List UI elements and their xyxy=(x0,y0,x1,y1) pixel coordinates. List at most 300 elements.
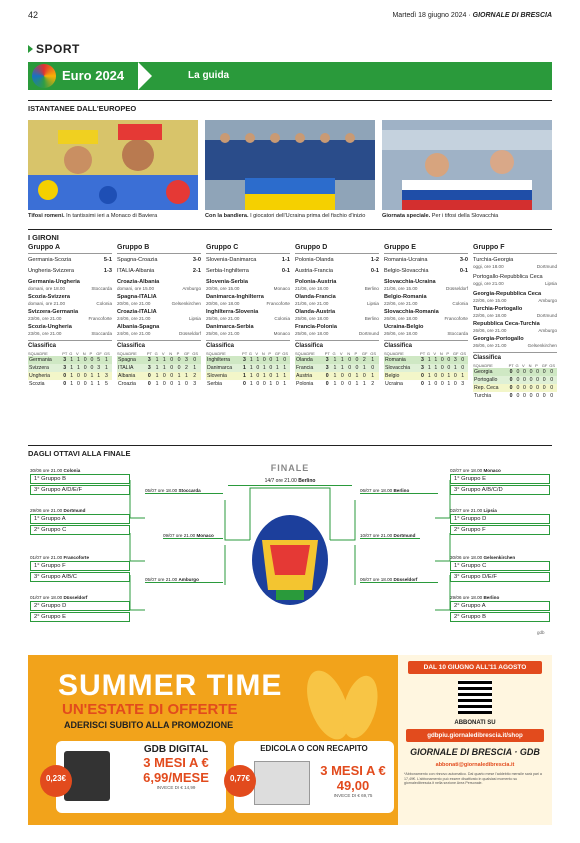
table-header: N xyxy=(261,351,265,356)
finale-label: FINALE xyxy=(270,463,310,473)
table-cell: 0 xyxy=(347,380,354,388)
table-cell: Georgia xyxy=(473,368,509,376)
ad-subscribe-panel xyxy=(398,655,552,825)
table-cell: 0 xyxy=(515,368,522,376)
table-cell: 1 xyxy=(370,356,379,364)
table-cell: 1 xyxy=(282,372,290,380)
team-slot: 3° Gruppo D/E/F xyxy=(450,572,550,582)
table-cell: 0 xyxy=(446,356,453,364)
groups-heading: I GIRONI xyxy=(28,229,552,242)
r16-match xyxy=(30,595,130,623)
digital-circle: 0,23€ xyxy=(40,765,72,797)
table-header: P xyxy=(446,351,450,356)
fixture-date: 22/06, ore 15.00 xyxy=(473,298,507,303)
fixture-date: 25/06, ore 18.00 xyxy=(295,316,329,321)
table-cell: Scozia xyxy=(28,380,62,388)
table-cell: 3 xyxy=(453,356,460,364)
table-cell: 1 xyxy=(249,356,256,364)
fixture-date: 26/06, ore 21.00 xyxy=(473,343,507,348)
table-cell: 1 xyxy=(90,380,97,388)
table-cell: Serbia xyxy=(206,380,242,388)
table-cell: 1 xyxy=(69,380,76,388)
r16-match xyxy=(30,468,130,496)
fixture-match: Olanda-Austria xyxy=(295,309,336,315)
table-cell: 1 xyxy=(76,356,83,364)
match-date: 01/07 ore 21.00 xyxy=(30,555,63,560)
sf-city: Dortmund xyxy=(393,533,416,538)
fixture-match: Svizzera-Germania xyxy=(28,309,79,315)
table-header: GS xyxy=(192,351,199,356)
sf-slot xyxy=(163,533,223,539)
table-cell: Spagna xyxy=(117,356,147,364)
table-cell: 1 xyxy=(355,380,362,388)
table-cell: ITALIA xyxy=(117,364,147,372)
match-city: Dortmund xyxy=(63,508,86,513)
qf-slot xyxy=(360,577,438,583)
table-cell: 1 xyxy=(104,364,112,372)
match-when xyxy=(450,595,550,600)
table-cell: 1 xyxy=(275,372,282,380)
table-header: N xyxy=(528,363,532,368)
table-cell: 0 xyxy=(169,372,176,380)
table-cell: 2 xyxy=(362,356,370,364)
table-cell: 0 xyxy=(340,372,347,380)
digital-price: 3 MESI A € 6,99/MESE xyxy=(143,755,209,785)
table-cell: 1 xyxy=(433,364,440,372)
table-cell: 0 xyxy=(440,356,447,364)
team-slot: 1° Gruppo F xyxy=(30,561,130,571)
table-cell: 2 xyxy=(370,380,379,388)
table-cell: 3 xyxy=(147,364,155,372)
fixture-date: 26/06, ore 18.00 xyxy=(384,316,418,321)
fixture-date: 22/06, ore 21.00 xyxy=(384,301,418,306)
qf-city: Stoccarda xyxy=(178,488,201,493)
qf-slot xyxy=(360,488,438,494)
table-cell: 0 xyxy=(433,372,440,380)
fixture-match: Belgio-Romania xyxy=(384,294,427,300)
table-cell: 3 xyxy=(420,356,427,364)
fixture-city: Amburgo xyxy=(538,328,557,333)
result-score: 0-1 xyxy=(370,268,379,274)
fixture-match: Albania-Spagna xyxy=(117,324,160,330)
result-score: 1-2 xyxy=(370,257,379,263)
table-header: N xyxy=(82,351,86,356)
result-match: Ungheria-Svizzera xyxy=(28,268,75,274)
table-cell: 0 xyxy=(242,380,249,388)
table-cell: 0 xyxy=(83,380,90,388)
fixture-date: 20/06, ore 21.00 xyxy=(117,301,151,306)
table-cell: 0 xyxy=(347,372,354,380)
table-cell: Olanda xyxy=(295,356,325,364)
group-title: Gruppo A xyxy=(28,244,112,254)
table-cell: 0 xyxy=(347,356,354,364)
table-cell: 3 xyxy=(104,372,112,380)
fixture-city: Gelsenkirchen xyxy=(171,301,201,306)
fixture-date: 25/06, ore 21.00 xyxy=(206,331,240,336)
table-cell: 3 xyxy=(192,380,201,388)
table-cell: 3 xyxy=(325,364,333,372)
table-cell: 0 xyxy=(76,380,83,388)
fixture-date: 22/06, ore 18.00 xyxy=(473,313,507,318)
fixture-city: Dortmund xyxy=(536,313,557,318)
table-cell: 0 xyxy=(529,368,536,376)
fixture-match: Slovenia-Serbia xyxy=(206,279,248,285)
r16-match xyxy=(450,468,550,496)
table-cell: 0 xyxy=(169,364,176,372)
table-header: GF xyxy=(274,351,281,356)
table-header: V xyxy=(76,351,79,356)
classifica-label: Classifica xyxy=(206,340,290,349)
fixture-match: Scozia-Ungheria xyxy=(28,324,72,330)
caption-text: In tantissimi ieri a Monaco di Baviera xyxy=(64,213,158,219)
result-score: 3-0 xyxy=(192,257,201,263)
group-title: Gruppo B xyxy=(117,244,201,254)
table-header: V xyxy=(255,351,259,356)
table-cell: 1 xyxy=(362,364,370,372)
match-date: 02/07 ore 18.00 xyxy=(450,468,483,473)
team-slot: 1° Gruppo B xyxy=(30,474,130,484)
fixture-city: Berlino xyxy=(364,286,379,291)
table-cell: 1 xyxy=(446,372,453,380)
table-cell: 1 xyxy=(242,364,249,372)
table-cell: Polonia xyxy=(295,380,325,388)
fixture-city: Berlino xyxy=(364,316,379,321)
newspaper-name: GIORNALE DI BRESCIA xyxy=(472,12,552,19)
abbonati-label: ABBONATI SU xyxy=(454,720,496,726)
table-cell: Slovenia xyxy=(206,372,242,380)
match-when xyxy=(30,595,130,600)
team-slot: 1° Gruppo A xyxy=(30,514,130,524)
table-header: P xyxy=(354,351,358,356)
digital-card[interactable] xyxy=(56,741,226,813)
table-header: G xyxy=(154,351,158,356)
sf-date: 10/07 ore 21.00 xyxy=(360,533,393,538)
table-header: V xyxy=(161,351,165,356)
table-cell: 1 xyxy=(268,380,275,388)
result-match: Belgio-Slovacchia xyxy=(384,268,429,274)
fixture-city: Stoccarda xyxy=(447,331,468,336)
table-cell: 1 xyxy=(155,356,162,364)
caption-text: I giocatori dell'Ucraina prima del fischio d'inizio xyxy=(248,213,366,219)
team-slot: 2° Gruppo C xyxy=(30,525,130,535)
fixture-date: 20/06, ore 18.00 xyxy=(206,301,240,306)
table-cell: 0 xyxy=(169,380,176,388)
group-title: Gruppo E xyxy=(384,244,468,254)
fixture-match: Slovacchia-Romania xyxy=(384,309,439,315)
team-slot: 2° Gruppo B xyxy=(450,612,550,622)
fixture-date: 24/06, ore 21.00 xyxy=(117,316,151,321)
table-cell: 0 xyxy=(255,380,262,388)
photos-heading: ISTANTANEE DALL'EUROPEO xyxy=(28,100,552,113)
table-cell: 0 xyxy=(325,372,333,380)
table-cell: 0 xyxy=(255,364,262,372)
table-cell: 1 xyxy=(249,364,256,372)
table-cell: 0 xyxy=(509,368,516,376)
qf-city: Amburgo xyxy=(178,577,199,582)
table-cell: 0 xyxy=(529,384,536,392)
table-cell: Svizzera xyxy=(28,364,62,372)
result-score: 5-1 xyxy=(103,257,112,263)
table-cell: 1 xyxy=(427,356,434,364)
fixture-match: Repubblica Ceca-Turchia xyxy=(473,321,540,327)
table-cell: 0 xyxy=(460,356,468,364)
team-slot: 1° Gruppo E xyxy=(450,474,550,484)
table-cell: 0 xyxy=(522,376,529,384)
fixture-city: Lipsia xyxy=(366,301,379,306)
result-match: Romania-Ucraina xyxy=(384,257,428,263)
match-when xyxy=(30,555,130,560)
match-when xyxy=(450,555,550,560)
table-cell: 1 xyxy=(275,356,282,364)
result-match: Austria-Francia xyxy=(295,268,333,274)
table-cell: 1 xyxy=(262,372,269,380)
fixture-date: 21/06, ore 18.00 xyxy=(295,286,329,291)
table-cell: 0 xyxy=(355,364,362,372)
qf-city: Berlino xyxy=(393,488,410,493)
classifica-label: Classifica xyxy=(473,352,557,361)
table-cell: 0 xyxy=(325,380,333,388)
table-cell: Rep. Ceca xyxy=(473,384,509,392)
fixture-city: Colonia xyxy=(452,301,468,306)
table-cell: 0 xyxy=(362,372,370,380)
graphic-credit: gdb xyxy=(537,630,545,635)
table-header: PT xyxy=(508,363,514,368)
edicola-circle: 0,77€ xyxy=(224,765,256,797)
table-cell: 1 xyxy=(162,356,169,364)
summer-ad[interactable] xyxy=(28,655,552,825)
sf-city: Monaco xyxy=(196,533,214,538)
table-cell: 1 xyxy=(155,372,162,380)
table-cell: 0 xyxy=(433,380,440,388)
table-header: P xyxy=(89,351,93,356)
table-cell: 1 xyxy=(362,380,370,388)
table-header: PT xyxy=(62,351,68,356)
fixture-city: Lipsia xyxy=(188,316,201,321)
ad-call: ADERISCI SUBITO ALLA PROMOZIONE xyxy=(64,720,234,730)
fixture-match: Croazia-Albania xyxy=(117,279,160,285)
fixture-match: Olanda-Francia xyxy=(295,294,336,300)
table-cell: 1 xyxy=(69,372,76,380)
table-cell: 0 xyxy=(255,372,262,380)
fixture-date: 23/06, ore 21.00 xyxy=(28,331,62,336)
table-header: G xyxy=(248,351,252,356)
table-cell: 3 xyxy=(242,356,249,364)
group-title: Gruppo C xyxy=(206,244,290,254)
table-cell: 0 xyxy=(453,380,460,388)
fixture-date: domani, ore 18.00 xyxy=(28,286,66,291)
match-city: Gelsenkirchen xyxy=(483,555,516,560)
table-cell: 0 xyxy=(147,372,155,380)
table-header: G xyxy=(332,351,336,356)
table-cell: 0 xyxy=(515,392,522,400)
result-match: Spagna-Croazia xyxy=(117,257,158,263)
team-slot: 2° Gruppo D xyxy=(30,601,130,611)
table-cell: 0 xyxy=(535,376,542,384)
r16-match xyxy=(450,555,550,583)
result-date: oggi, ore 18.00 xyxy=(473,264,504,269)
result-match: Portogallo-Repubblica Ceca xyxy=(473,274,543,280)
table-header: GS xyxy=(460,351,467,356)
brand-logo: GIORNALE DI BRESCIA · GDB xyxy=(410,747,540,757)
table-header: V xyxy=(339,351,343,356)
table-cell: 3 xyxy=(420,364,427,372)
table-cell: 0 xyxy=(268,364,275,372)
table-cell: 1 xyxy=(340,364,347,372)
table-header: SQUADRE xyxy=(28,351,48,356)
table-cell: Ungheria xyxy=(28,372,62,380)
match-city: Berlino xyxy=(483,595,500,600)
band-subtitle: La guida xyxy=(188,70,230,81)
table-header: V xyxy=(433,351,437,356)
qr-code-icon[interactable] xyxy=(458,680,492,714)
table-cell: 0 xyxy=(262,356,269,364)
table-cell: Romania xyxy=(384,356,420,364)
table-cell: Portogallo xyxy=(473,376,509,384)
edicola-label: EDICOLA O CON RECAPITO xyxy=(260,744,368,753)
result-match: ITALIA-Albania xyxy=(117,268,155,274)
r16-match xyxy=(450,595,550,623)
table-cell: 0 xyxy=(535,392,542,400)
table-cell: 0 xyxy=(162,372,169,380)
table-cell: 0 xyxy=(440,372,447,380)
table-cell: 1 xyxy=(460,372,468,380)
match-date: 29/06 ore 21.00 xyxy=(30,508,63,513)
fixture-match: Scozia-Svizzera xyxy=(28,294,70,300)
table-cell: 0 xyxy=(522,384,529,392)
classifica-label: Classifica xyxy=(384,340,468,349)
table-cell: 0 xyxy=(177,364,184,372)
table-cell: Francia xyxy=(295,364,325,372)
finale-date: 14/7 ore 21.00 xyxy=(264,478,297,484)
result-match: Slovenia-Danimarca xyxy=(206,257,257,263)
match-date: 01/07 ore 18.00 xyxy=(30,595,63,600)
section-label: SPORT xyxy=(28,42,80,56)
finale-city: Berlino xyxy=(298,478,316,484)
fixture-city: Düsseldorf xyxy=(446,286,468,291)
table-cell: 1 xyxy=(433,356,440,364)
brand-short: GDB xyxy=(519,747,540,757)
table-header: SQUADRE xyxy=(295,351,315,356)
table-header: SQUADRE xyxy=(117,351,137,356)
result-match: Serbia-Inghilterra xyxy=(206,268,249,274)
table-cell: 0 xyxy=(535,368,542,376)
qf-date: 05/07 ore 21.00 xyxy=(145,577,178,582)
match-date: 30/06 ore 21.00 xyxy=(30,468,63,473)
fixture-match: Georgia-Repubblica Ceca xyxy=(473,291,542,297)
table-cell: 1 xyxy=(275,364,282,372)
fixture-city: Amburgo xyxy=(538,298,557,303)
edicola-card[interactable] xyxy=(234,741,394,813)
table-cell: 1 xyxy=(104,356,112,364)
team-slot: 3° Gruppo A/B/C/D xyxy=(450,485,550,495)
shop-link[interactable]: gdbpiu.giornaledibrescia.it/shop xyxy=(406,729,544,742)
newspaper-icon xyxy=(254,761,310,805)
page-number: 42 xyxy=(28,10,39,20)
match-city: Düsseldorf xyxy=(63,595,88,600)
table-header: N xyxy=(347,351,351,356)
table-cell: 0 xyxy=(515,384,522,392)
fixture-match: Slovacchia-Ucraina xyxy=(384,279,436,285)
result-match: Turchia-Georgia xyxy=(473,257,514,263)
fixture-city: Francoforte xyxy=(444,316,468,321)
table-cell: 0 xyxy=(420,380,427,388)
result-score: 1-1 xyxy=(281,257,290,263)
fixture-city: Monaco xyxy=(273,286,290,291)
fixture-city: Dortmund xyxy=(358,331,379,336)
table-cell: 0 xyxy=(535,384,542,392)
table-cell: 0 xyxy=(509,392,516,400)
table-header: GS xyxy=(103,351,110,356)
table-cell: Inghilterra xyxy=(206,356,242,364)
r16-match xyxy=(450,508,550,536)
fixture-date: 20/06, ore 15.00 xyxy=(206,286,240,291)
band-title: Euro 2024 xyxy=(62,68,125,83)
table-cell: 1 xyxy=(177,380,184,388)
fixture-match: Croazia-ITALIA xyxy=(117,309,157,315)
fixture-match: Germania-Ungheria xyxy=(28,279,80,285)
caption-bold: Giornata speciale. xyxy=(382,213,431,219)
table-header: G xyxy=(69,351,73,356)
qf-date: 06/07 ore 18.00 xyxy=(360,577,393,582)
fixture-city: Stoccarda xyxy=(91,331,112,336)
result-score: 1-3 xyxy=(103,268,112,274)
fixture-city: Colonia xyxy=(96,301,112,306)
mail-link[interactable]: abbonati@giornaledibrescia.it xyxy=(435,762,515,768)
header-right: Martedì 18 giugno 2024 · GIORNALE DI BRESCIA xyxy=(392,12,552,19)
trophy-icon xyxy=(252,515,328,605)
result-score: 0-1 xyxy=(281,268,290,274)
fixture-match: Danimarca-Inghilterra xyxy=(206,294,264,300)
table-cell: Turchia xyxy=(473,392,509,400)
table-cell: 1 xyxy=(453,364,460,372)
fixture-date: 21/06, ore 21.00 xyxy=(295,301,329,306)
team-slot: 2° Gruppo A xyxy=(450,601,550,611)
team-slot: 1° Gruppo C xyxy=(450,561,550,571)
table-cell: 3 xyxy=(460,380,468,388)
table-cell: 0 xyxy=(542,392,549,400)
table-cell: 0 xyxy=(340,380,347,388)
digital-small: INVECE DI € 14,99 xyxy=(156,785,196,790)
table-header: SQUADRE xyxy=(473,363,493,368)
table-cell: 1 xyxy=(90,372,97,380)
table-cell: 3 xyxy=(325,356,333,364)
table-cell: 3 xyxy=(62,356,69,364)
team-slot: 3° Gruppo A/B/C xyxy=(30,572,130,582)
table-cell: 0 xyxy=(169,356,176,364)
fixture-city: Monaco xyxy=(273,331,290,336)
table-header: GF xyxy=(541,363,548,368)
fixture-date: domani, ore 21.00 xyxy=(28,301,66,306)
classifica-label: Classifica xyxy=(28,340,112,349)
table-cell: 1 xyxy=(255,356,262,364)
fixture-city: Francoforte xyxy=(266,301,290,306)
table-cell: 0 xyxy=(355,356,362,364)
table-cell: 1 xyxy=(355,372,362,380)
table-cell: 0 xyxy=(184,380,192,388)
result-match: Polonia-Olanda xyxy=(295,257,334,263)
table-cell: 0 xyxy=(529,392,536,400)
table-cell: 1 xyxy=(177,372,184,380)
edicola-small: INVECE DI € 69,75 xyxy=(333,793,373,798)
table-header: P xyxy=(535,363,538,368)
table-header: GF xyxy=(96,351,102,356)
fixture-match: Francia-Polonia xyxy=(295,324,337,330)
result-date: oggi, ore 21.00 xyxy=(473,281,504,286)
group-title: Gruppo D xyxy=(295,244,379,254)
table-cell: 1 xyxy=(184,372,192,380)
table-header: PT xyxy=(146,351,152,356)
fixture-city: Düsseldorf xyxy=(179,331,201,336)
